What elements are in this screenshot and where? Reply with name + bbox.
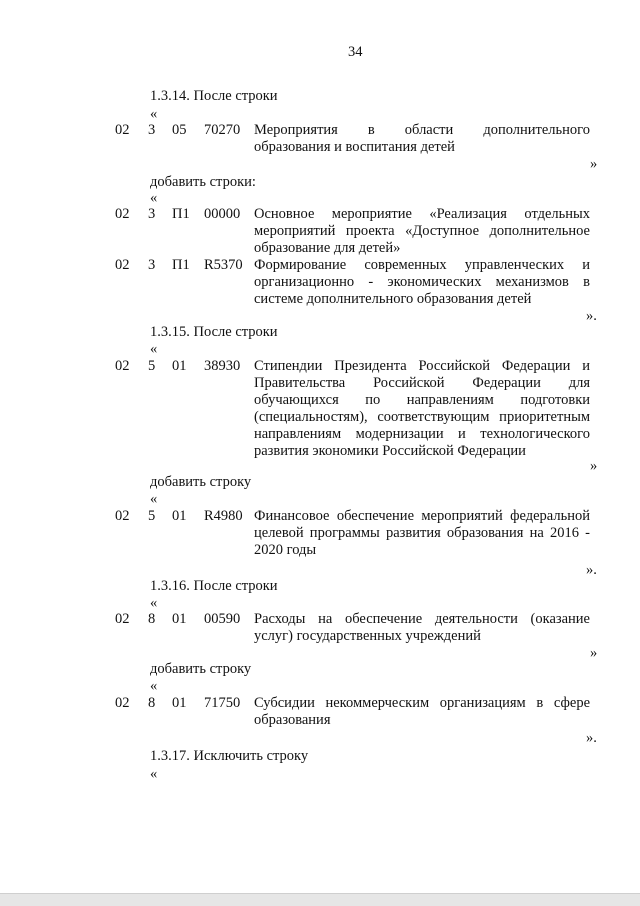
close-quote: » [590,156,598,172]
add-rows-label: добавить строки: [150,174,256,190]
code-1: 02 [115,611,130,627]
code-4: R5370 [204,257,243,273]
code-2: 3 [148,206,156,222]
row-description: Субсидии некоммерческим организациям в сфере образования [254,695,590,728]
row-description: Формирование современных управленческих и организационно - экономических механизмов в системе дополнительного образования детей [254,257,590,307]
add-row-label: добавить строку [150,474,252,490]
page-number: 34 [348,44,363,60]
code-4: 71750 [204,695,241,711]
code-3: 01 [172,611,187,627]
code-2: 8 [148,695,156,711]
code-3: 01 [172,358,187,374]
close-quote: ». [586,562,597,578]
code-1: 02 [115,695,130,711]
open-quote: « [150,678,158,694]
row-description: Мероприятия в области дополнительного образования и воспитания детей [254,122,590,155]
open-quote: « [150,106,158,122]
page-bottom-edge [0,893,640,906]
row-description: Основное мероприятие «Реализация отдельных мероприятий проекта «Доступное дополнительное образование для детей» [254,206,590,256]
code-4: 00590 [204,611,241,627]
code-1: 02 [115,206,130,222]
open-quote: « [150,190,158,206]
section-heading-1-3-15: 1.3.15. После строки [150,324,278,340]
open-quote: « [150,766,158,782]
open-quote: « [150,491,158,507]
code-2: 5 [148,358,156,374]
code-4: 38930 [204,358,241,374]
code-3: П1 [172,257,190,273]
close-quote: » [590,458,598,474]
code-1: 02 [115,122,130,138]
code-2: 3 [148,257,156,273]
row-description: Расходы на обеспечение деятельности (оказание услуг) государственных учреждений [254,611,590,644]
open-quote: « [150,341,158,357]
code-2: 5 [148,508,156,524]
close-quote: » [590,645,598,661]
code-4: 00000 [204,206,241,222]
close-quote: ». [586,308,597,324]
close-quote: ». [586,730,597,746]
code-2: 8 [148,611,156,627]
code-4: R4980 [204,508,243,524]
open-quote: « [150,595,158,611]
section-heading-1-3-16: 1.3.16. После строки [150,578,278,594]
add-row-label: добавить строку [150,661,252,677]
row-description: Стипендии Президента Российской Федерации и Правительства Российской Федерации для обучающихся по направлениям подготовки (специальностям), соответствующим приоритетным направлениям модернизации и технологического развития экономики Российской Федерации [254,358,590,459]
code-4: 70270 [204,122,241,138]
code-1: 02 [115,257,130,273]
code-3: 05 [172,122,187,138]
section-heading-1-3-14: 1.3.14. После строки [150,88,278,104]
section-heading-1-3-17: 1.3.17. Исключить строку [150,748,309,764]
code-1: 02 [115,358,130,374]
code-3: П1 [172,206,190,222]
code-2: 3 [148,122,156,138]
code-3: 01 [172,695,187,711]
code-3: 01 [172,508,187,524]
row-description: Финансовое обеспечение мероприятий федеральной целевой программы развития образования на 2016 - 2020 годы [254,508,590,558]
code-1: 02 [115,508,130,524]
